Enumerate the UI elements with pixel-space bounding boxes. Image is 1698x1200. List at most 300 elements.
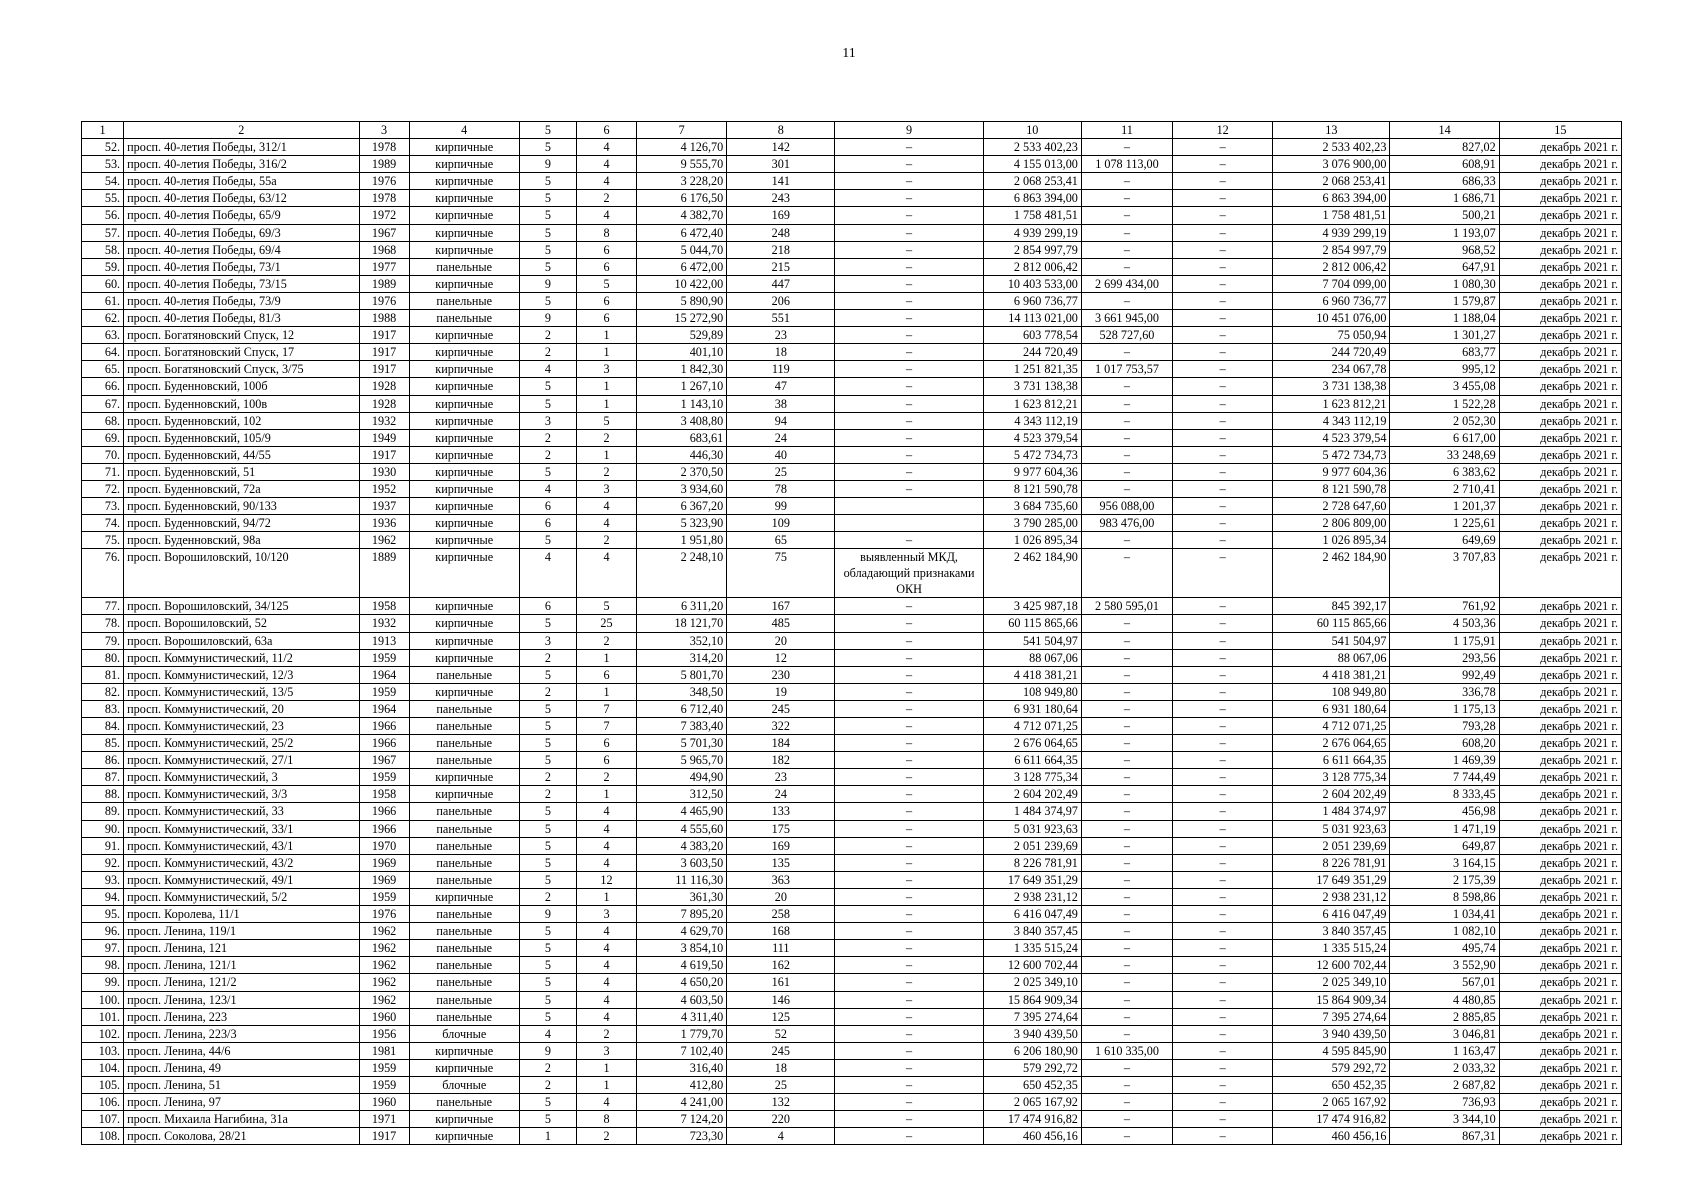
table-cell: – xyxy=(1173,803,1273,820)
table-cell: просп. Буденновский, 102 xyxy=(124,412,359,429)
table-cell: 2 xyxy=(519,769,576,786)
table-cell: декабрь 2021 г. xyxy=(1499,224,1621,241)
table-cell: декабрь 2021 г. xyxy=(1499,888,1621,905)
table-cell: – xyxy=(1173,344,1273,361)
table-row xyxy=(82,207,1622,224)
table-cell: – xyxy=(1173,854,1273,871)
table-cell: просп. Коммунистический, 33/1 xyxy=(124,820,359,837)
table-cell: – xyxy=(835,1059,983,1076)
table-cell: панельные xyxy=(409,803,519,820)
table-cell: 1 082,10 xyxy=(1390,923,1499,940)
table-cell: 4 xyxy=(576,549,636,598)
table-cell: 60 115 865,66 xyxy=(1273,615,1390,632)
table-cell: – xyxy=(835,480,983,497)
table-row xyxy=(82,666,1622,683)
table-cell: кирпичные xyxy=(409,463,519,480)
table-cell: 4 xyxy=(576,837,636,854)
table-cell: 88. xyxy=(82,786,124,803)
table-cell: – xyxy=(835,292,983,309)
table-cell: – xyxy=(1081,786,1172,803)
table-cell: – xyxy=(1081,769,1172,786)
table-cell: 3 xyxy=(576,480,636,497)
table-cell: кирпичные xyxy=(409,769,519,786)
table-cell: декабрь 2021 г. xyxy=(1499,207,1621,224)
table-cell: – xyxy=(1081,820,1172,837)
table-cell: 352,10 xyxy=(637,632,727,649)
table-cell: панельные xyxy=(409,837,519,854)
table-cell: 1932 xyxy=(359,412,409,429)
table-cell: 4 xyxy=(576,207,636,224)
table-cell: просп. Коммунистический, 27/1 xyxy=(124,752,359,769)
table-cell: декабрь 2021 г. xyxy=(1499,498,1621,515)
table-cell: 98. xyxy=(82,957,124,974)
table-cell: 1962 xyxy=(359,957,409,974)
table-cell: – xyxy=(1081,649,1172,666)
table-cell: 56. xyxy=(82,207,124,224)
table-cell: 25 xyxy=(576,615,636,632)
table-cell: 4 383,20 xyxy=(637,837,727,854)
table-cell: 1 026 895,34 xyxy=(983,532,1081,549)
table-cell: 3 xyxy=(519,632,576,649)
table-cell: 2 938 231,12 xyxy=(983,888,1081,905)
table-cell: просп. Ленина, 51 xyxy=(124,1076,359,1093)
table-cell: декабрь 2021 г. xyxy=(1499,786,1621,803)
table-cell: 5 xyxy=(519,1094,576,1111)
table-cell: 2 065 167,92 xyxy=(983,1094,1081,1111)
table-cell: просп. Коммунистический, 11/2 xyxy=(124,649,359,666)
column-header: 15 xyxy=(1499,122,1621,139)
table-cell: просп. Ленина, 123/1 xyxy=(124,991,359,1008)
table-cell: 8 121 590,78 xyxy=(983,480,1081,497)
table-cell: 162 xyxy=(727,957,835,974)
table-cell: 968,52 xyxy=(1390,241,1499,258)
table-cell: декабрь 2021 г. xyxy=(1499,803,1621,820)
table-cell: 8 226 781,91 xyxy=(983,854,1081,871)
table-cell: 59. xyxy=(82,258,124,275)
table-cell: 1 078 113,00 xyxy=(1081,156,1172,173)
table-cell: 2 xyxy=(519,649,576,666)
table-cell: 245 xyxy=(727,1042,835,1059)
table-cell: – xyxy=(835,957,983,974)
table-cell: 845 392,17 xyxy=(1273,598,1390,615)
table-cell: – xyxy=(835,224,983,241)
table-cell: просп. Коммунистический, 23 xyxy=(124,718,359,735)
table-cell: панельные xyxy=(409,735,519,752)
table-cell: – xyxy=(1081,718,1172,735)
table-cell: 1966 xyxy=(359,718,409,735)
table-cell: 2 xyxy=(519,786,576,803)
table-cell: 4 xyxy=(576,820,636,837)
table-cell: 6 206 180,90 xyxy=(983,1042,1081,1059)
table-cell: просп. 40-летия Победы, 73/1 xyxy=(124,258,359,275)
table-cell: – xyxy=(835,598,983,615)
table-cell: 108. xyxy=(82,1128,124,1145)
table-cell: 3 164,15 xyxy=(1390,854,1499,871)
table-cell: 69. xyxy=(82,429,124,446)
column-header: 12 xyxy=(1173,122,1273,139)
table-cell: 5 xyxy=(519,718,576,735)
table-cell: 4 629,70 xyxy=(637,923,727,940)
table-cell: 8 121 590,78 xyxy=(1273,480,1390,497)
table-cell: 686,33 xyxy=(1390,173,1499,190)
table-cell: 25 xyxy=(727,1076,835,1093)
table-row xyxy=(82,139,1622,156)
table-cell: кирпичные xyxy=(409,361,519,378)
table-cell: просп. Ленина, 121/2 xyxy=(124,974,359,991)
table-cell: 2 xyxy=(576,463,636,480)
table-cell: – xyxy=(1173,1025,1273,1042)
table-cell: 5 xyxy=(519,241,576,258)
table-cell: 3 228,20 xyxy=(637,173,727,190)
table-cell: – xyxy=(1081,241,1172,258)
table-cell: 1 579,87 xyxy=(1390,292,1499,309)
table-cell: декабрь 2021 г. xyxy=(1499,190,1621,207)
table-cell: – xyxy=(1173,871,1273,888)
table-cell: – xyxy=(1173,786,1273,803)
table-cell: кирпичные xyxy=(409,632,519,649)
table-row xyxy=(82,769,1622,786)
table-row xyxy=(82,498,1622,515)
table-cell: 206 xyxy=(727,292,835,309)
table-cell: – xyxy=(1081,1059,1172,1076)
table-cell: 258 xyxy=(727,906,835,923)
table-cell: – xyxy=(835,769,983,786)
table-cell: 2 533 402,23 xyxy=(1273,139,1390,156)
table-cell: кирпичные xyxy=(409,1059,519,1076)
table-cell: 2 025 349,10 xyxy=(983,974,1081,991)
table-cell: 1 951,80 xyxy=(637,532,727,549)
table-cell: 82. xyxy=(82,683,124,700)
table-cell: декабрь 2021 г. xyxy=(1499,275,1621,292)
table-cell: – xyxy=(1081,683,1172,700)
table-row xyxy=(82,820,1622,837)
table-cell: 336,78 xyxy=(1390,683,1499,700)
table-cell: 1917 xyxy=(359,446,409,463)
table-cell: декабрь 2021 г. xyxy=(1499,906,1621,923)
table-cell: 248 xyxy=(727,224,835,241)
table-cell: 62. xyxy=(82,310,124,327)
table-cell: 301 xyxy=(727,156,835,173)
table-cell: – xyxy=(1173,429,1273,446)
table-cell: 608,91 xyxy=(1390,156,1499,173)
table-cell: 995,12 xyxy=(1390,361,1499,378)
table-cell: – xyxy=(1081,480,1172,497)
table-cell: просп. Богатяновский Спуск, 17 xyxy=(124,344,359,361)
table-row xyxy=(82,649,1622,666)
table-cell: 7 102,40 xyxy=(637,1042,727,1059)
table-cell: 1959 xyxy=(359,1059,409,1076)
table-cell: 2 533 402,23 xyxy=(983,139,1081,156)
table-cell: 4 xyxy=(576,923,636,940)
table-cell: 1 193,07 xyxy=(1390,224,1499,241)
table-cell: 3 707,83 xyxy=(1390,549,1499,598)
table-cell: 52. xyxy=(82,139,124,156)
table-cell: просп. Ленина, 121/1 xyxy=(124,957,359,974)
table-cell: – xyxy=(835,395,983,412)
table-cell: 5 801,70 xyxy=(637,666,727,683)
table-row xyxy=(82,549,1622,598)
table-cell: 184 xyxy=(727,735,835,752)
table-cell: 2 xyxy=(519,1059,576,1076)
table-cell: просп. Буденновский, 100в xyxy=(124,395,359,412)
table-cell: 456,98 xyxy=(1390,803,1499,820)
table-cell: – xyxy=(1081,190,1172,207)
table-cell: 1 335 515,24 xyxy=(983,940,1081,957)
table-cell: – xyxy=(835,752,983,769)
table-cell: 87. xyxy=(82,769,124,786)
table-cell: 92. xyxy=(82,854,124,871)
table-cell: – xyxy=(1173,666,1273,683)
table-cell: 3 684 735,60 xyxy=(983,498,1081,515)
table-cell: 73. xyxy=(82,498,124,515)
table-cell: 11 116,30 xyxy=(637,871,727,888)
table-cell: 169 xyxy=(727,207,835,224)
table-cell: 3 661 945,00 xyxy=(1081,310,1172,327)
table-cell: 218 xyxy=(727,241,835,258)
table-cell: 88 067,06 xyxy=(1273,649,1390,666)
table-row xyxy=(82,683,1622,700)
table-cell: 603 778,54 xyxy=(983,327,1081,344)
table-cell: 7 xyxy=(576,700,636,717)
table-cell: 1 484 374,97 xyxy=(983,803,1081,820)
table-cell: – xyxy=(1173,735,1273,752)
table-cell: декабрь 2021 г. xyxy=(1499,666,1621,683)
column-header: 10 xyxy=(983,122,1081,139)
table-cell: – xyxy=(1173,463,1273,480)
table-cell: 244 720,49 xyxy=(1273,344,1390,361)
table-cell: 1976 xyxy=(359,906,409,923)
table-cell: 47 xyxy=(727,378,835,395)
table-cell: 90. xyxy=(82,820,124,837)
table-cell: декабрь 2021 г. xyxy=(1499,310,1621,327)
table-row xyxy=(82,258,1622,275)
table-cell: 175 xyxy=(727,820,835,837)
table-cell: просп. 40-летия Победы, 69/3 xyxy=(124,224,359,241)
table-cell: 4 603,50 xyxy=(637,991,727,1008)
table-cell: 15 864 909,34 xyxy=(1273,991,1390,1008)
table-cell: 3 425 987,18 xyxy=(983,598,1081,615)
table-cell: 4 343 112,19 xyxy=(1273,412,1390,429)
table-cell: 135 xyxy=(727,854,835,871)
table-cell: 867,31 xyxy=(1390,1128,1499,1145)
table-cell: – xyxy=(835,463,983,480)
table-cell: – xyxy=(835,275,983,292)
table-cell: просп. Коммунистический, 3 xyxy=(124,769,359,786)
table-cell: 4 xyxy=(576,854,636,871)
table-cell: 3 046,81 xyxy=(1390,1025,1499,1042)
table-cell: 2 xyxy=(519,1076,576,1093)
table-cell: 133 xyxy=(727,803,835,820)
table-row xyxy=(82,1008,1622,1025)
table-cell: – xyxy=(1173,1076,1273,1093)
table-cell: просп. Коммунистический, 5/2 xyxy=(124,888,359,905)
table-cell: декабрь 2021 г. xyxy=(1499,549,1621,598)
table-cell: 541 504,97 xyxy=(983,632,1081,649)
table-row xyxy=(82,412,1622,429)
column-header: 7 xyxy=(637,122,727,139)
table-header xyxy=(82,122,1622,139)
table-cell: 1 143,10 xyxy=(637,395,727,412)
table-cell: декабрь 2021 г. xyxy=(1499,480,1621,497)
table-cell: 125 xyxy=(727,1008,835,1025)
table-cell: 1 686,71 xyxy=(1390,190,1499,207)
table-cell: – xyxy=(835,820,983,837)
table-cell: – xyxy=(1081,1025,1172,1042)
table-cell: 2 370,50 xyxy=(637,463,727,480)
table-cell: – xyxy=(835,139,983,156)
table-cell: кирпичные xyxy=(409,549,519,598)
table-row xyxy=(82,515,1622,532)
table-cell: 9 xyxy=(519,906,576,923)
table-cell: кирпичные xyxy=(409,395,519,412)
table-row xyxy=(82,156,1622,173)
table-cell: – xyxy=(1081,1128,1172,1145)
table-cell: 1959 xyxy=(359,683,409,700)
table-cell: 1 xyxy=(576,395,636,412)
table-cell: – xyxy=(1081,1008,1172,1025)
table-cell: просп. Ворошиловский, 63а xyxy=(124,632,359,649)
table-cell: кирпичные xyxy=(409,190,519,207)
table-cell: декабрь 2021 г. xyxy=(1499,139,1621,156)
table-cell: – xyxy=(1173,446,1273,463)
table-cell: 5 xyxy=(519,615,576,632)
table-cell: 4 555,60 xyxy=(637,820,727,837)
table-cell: 6 617,00 xyxy=(1390,429,1499,446)
table-cell: – xyxy=(835,1094,983,1111)
table-cell: 4 xyxy=(576,515,636,532)
table-cell: 1969 xyxy=(359,871,409,888)
table-cell: 78 xyxy=(727,480,835,497)
table-cell: 7 395 274,64 xyxy=(1273,1008,1390,1025)
table-cell: просп. Коммунистический, 43/1 xyxy=(124,837,359,854)
table-cell: 2 xyxy=(519,327,576,344)
table-cell: 80. xyxy=(82,649,124,666)
table-cell: 5 xyxy=(519,991,576,1008)
table-cell: декабрь 2021 г. xyxy=(1499,1076,1621,1093)
table-cell: 1959 xyxy=(359,888,409,905)
table-row xyxy=(82,361,1622,378)
table-cell: 65. xyxy=(82,361,124,378)
table-cell: просп. Буденновский, 94/72 xyxy=(124,515,359,532)
table-cell: 1 522,28 xyxy=(1390,395,1499,412)
table-cell: 1928 xyxy=(359,378,409,395)
table-cell: 7 xyxy=(576,718,636,735)
table-cell: – xyxy=(1173,156,1273,173)
table-cell: просп. Буденновский, 90/133 xyxy=(124,498,359,515)
table-cell: 5 xyxy=(519,1111,576,1128)
table-cell: 96. xyxy=(82,923,124,940)
table-cell: 363 xyxy=(727,871,835,888)
table-cell: 4 xyxy=(576,1008,636,1025)
table-cell: – xyxy=(1173,327,1273,344)
table-cell: декабрь 2021 г. xyxy=(1499,463,1621,480)
table-row xyxy=(82,429,1622,446)
table-cell: просп. Королева, 11/1 xyxy=(124,906,359,923)
table-cell: 1958 xyxy=(359,786,409,803)
table-row xyxy=(82,310,1622,327)
table-cell: – xyxy=(835,906,983,923)
table-cell: – xyxy=(1173,207,1273,224)
table-cell: 6 960 736,77 xyxy=(1273,292,1390,309)
table-cell: 1978 xyxy=(359,139,409,156)
table-cell: 2 580 595,01 xyxy=(1081,598,1172,615)
table-cell: просп. Богатяновский Спуск, 3/75 xyxy=(124,361,359,378)
table-cell: 6 xyxy=(576,241,636,258)
table-cell: просп. 40-летия Победы, 316/2 xyxy=(124,156,359,173)
table-cell: – xyxy=(1081,344,1172,361)
table-cell: 3 840 357,45 xyxy=(1273,923,1390,940)
table-cell: 141 xyxy=(727,173,835,190)
table-row xyxy=(82,327,1622,344)
table-cell: – xyxy=(1081,173,1172,190)
table-cell: 2 xyxy=(519,683,576,700)
table-cell: 1 xyxy=(576,378,636,395)
table-cell: 6 383,62 xyxy=(1390,463,1499,480)
table-cell: 1967 xyxy=(359,224,409,241)
table-cell: просп. 40-летия Победы, 312/1 xyxy=(124,139,359,156)
table-cell: 2 025 349,10 xyxy=(1273,974,1390,991)
table-cell: панельные xyxy=(409,940,519,957)
table-cell: – xyxy=(1173,1128,1273,1145)
table-cell: 15 272,90 xyxy=(637,310,727,327)
table-cell: декабрь 2021 г. xyxy=(1499,1059,1621,1076)
table-cell: 5 xyxy=(519,923,576,940)
table-cell: кирпичные xyxy=(409,156,519,173)
table-cell: панельные xyxy=(409,820,519,837)
table-cell: – xyxy=(1173,310,1273,327)
table-cell: 167 xyxy=(727,598,835,615)
table-cell: кирпичные xyxy=(409,275,519,292)
table-cell: – xyxy=(1081,429,1172,446)
table-cell: 5 xyxy=(519,803,576,820)
table-cell: декабрь 2021 г. xyxy=(1499,615,1621,632)
table-cell: – xyxy=(835,649,983,666)
table-cell: декабрь 2021 г. xyxy=(1499,923,1621,940)
table-cell: 2 xyxy=(519,429,576,446)
table-cell: 9 xyxy=(519,275,576,292)
table-cell: 7 395 274,64 xyxy=(983,1008,1081,1025)
table-cell: декабрь 2021 г. xyxy=(1499,837,1621,854)
table-cell: 1 842,30 xyxy=(637,361,727,378)
table-cell: 4 xyxy=(576,173,636,190)
table-cell: – xyxy=(835,854,983,871)
table-row xyxy=(82,480,1622,497)
housing-table xyxy=(81,121,1622,1145)
table-cell: 1917 xyxy=(359,361,409,378)
table-cell: – xyxy=(835,258,983,275)
table-cell: просп. 40-летия Победы, 73/15 xyxy=(124,275,359,292)
table-cell: – xyxy=(835,429,983,446)
table-cell: 1 623 812,21 xyxy=(983,395,1081,412)
table-cell: 8 226 781,91 xyxy=(1273,854,1390,871)
table-cell: 91. xyxy=(82,837,124,854)
table-cell: просп. Коммунистический, 12/3 xyxy=(124,666,359,683)
table-cell: 109 xyxy=(727,515,835,532)
table-cell: 55. xyxy=(82,190,124,207)
table-cell: 2 687,82 xyxy=(1390,1076,1499,1093)
table-cell: 1 xyxy=(576,446,636,463)
table-cell: 5 xyxy=(519,837,576,854)
table-cell: просп. Коммунистический, 25/2 xyxy=(124,735,359,752)
table-row xyxy=(82,615,1622,632)
table-cell: 1971 xyxy=(359,1111,409,1128)
table-cell: – xyxy=(1173,1008,1273,1025)
table-cell: 2 462 184,90 xyxy=(983,549,1081,598)
table-cell: 6 xyxy=(576,310,636,327)
table-cell: 2 051 239,69 xyxy=(1273,837,1390,854)
table-cell: декабрь 2021 г. xyxy=(1499,769,1621,786)
table-cell: 736,93 xyxy=(1390,1094,1499,1111)
